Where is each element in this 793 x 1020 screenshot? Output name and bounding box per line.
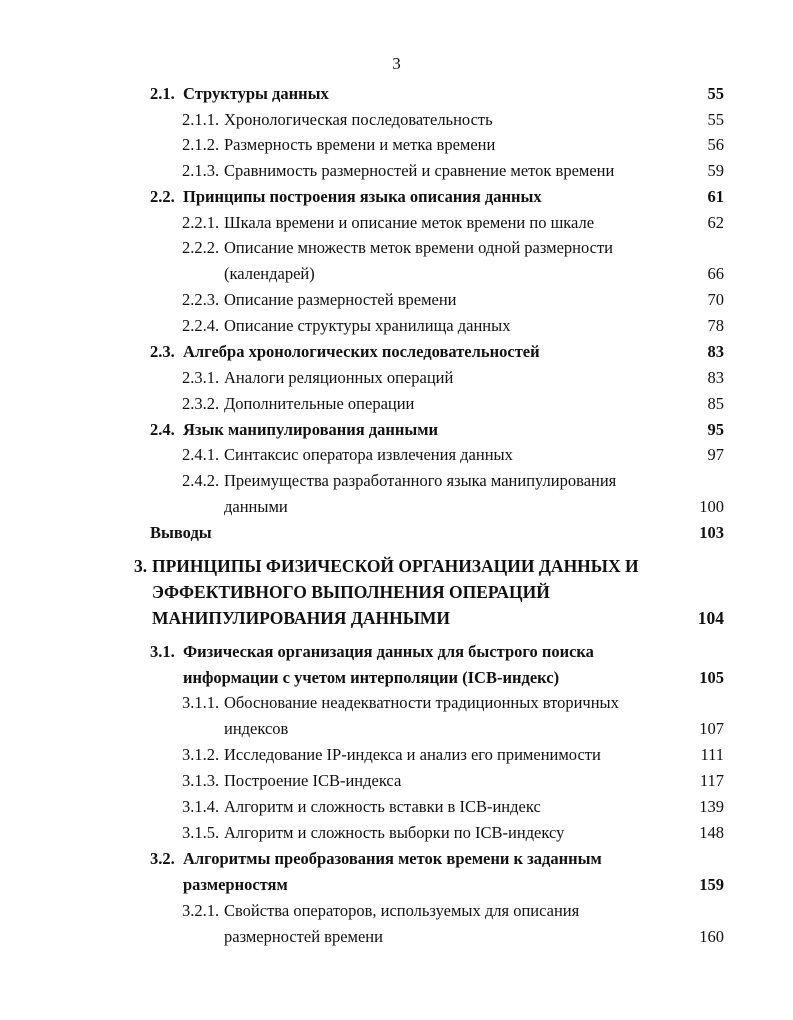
toc-entry-title-cont: размерностей времени (224, 927, 383, 946)
toc-entry-title: Размерность времени и метка времени (224, 135, 496, 154)
toc-entry-continuation (0, 667, 793, 693)
toc-entry (0, 848, 793, 874)
toc-entry-page: 104 (697, 608, 724, 628)
toc-entry-title-cont: индексов (224, 719, 289, 738)
toc-entry-title: ПРИНЦИПЫ ФИЗИЧЕСКОЙ ОРГАНИЗАЦИИ ДАННЫХ И (152, 556, 639, 576)
toc-entry-page: 83 (707, 342, 724, 361)
page-number: 3 (392, 54, 401, 73)
toc-entry-page: 160 (699, 927, 724, 946)
toc-entry-number: 3.1.2. (182, 745, 220, 764)
toc-entry (0, 315, 793, 341)
toc-entry-continuation (0, 718, 793, 744)
toc-entry (0, 237, 793, 263)
toc-entry-page: 97 (707, 445, 724, 464)
toc-entry-continuation (0, 581, 793, 607)
toc-entry-number: 2.3.2. (182, 394, 220, 413)
toc-entry (0, 900, 793, 926)
toc-entry-page: 107 (699, 719, 724, 738)
toc-entry (0, 289, 793, 315)
toc-entry-number: 2.2.1. (182, 213, 220, 232)
toc-entry-page: 78 (707, 316, 724, 335)
toc-entry-number: 3.2.1. (182, 901, 220, 920)
toc-entry-title: Описание структуры хранилища данных (224, 316, 511, 335)
toc-entry-title-cont: информации с учетом интерполяции (ICB-индекс) (183, 668, 560, 687)
toc-entry-number: 2.1.3. (182, 161, 220, 180)
toc-entry (0, 393, 793, 419)
toc-entry-page: 62 (707, 213, 724, 232)
toc-entry-page: 95 (707, 420, 724, 439)
toc-entry-number: 2.1. (150, 84, 175, 103)
toc-entry-title: Описание размерностей времени (224, 290, 457, 309)
toc-entry-title: Алгебра хронологических последовательностей (183, 342, 540, 361)
toc-entry (0, 444, 793, 470)
toc-entry-title: Аналоги реляционных операций (224, 368, 454, 387)
toc-entry-page: 117 (699, 771, 724, 790)
toc-entry-page: 100 (699, 497, 724, 516)
toc-entry-number: 2.2.3. (182, 290, 220, 309)
toc-entry (0, 134, 793, 160)
toc-entry-page: 139 (699, 797, 724, 816)
toc-entry (0, 744, 793, 770)
toc-entry-continuation (0, 607, 793, 633)
toc-entry-page: 56 (707, 135, 724, 154)
toc-entry-title-cont: размерностям (183, 875, 288, 894)
toc-entry-continuation (0, 263, 793, 289)
toc-entry (0, 770, 793, 796)
toc-entry (0, 641, 793, 667)
toc-entry-page: 55 (707, 110, 724, 129)
toc-entry-number: 2.2.4. (182, 316, 220, 335)
toc-entry-page: 70 (707, 290, 724, 309)
toc-entry-page: 103 (699, 523, 724, 542)
toc-entry-number: 3.2. (150, 849, 175, 868)
toc-entry-number: 3.1.3. (182, 771, 220, 790)
toc-entry-title: Принципы построения языка описания данных (183, 187, 542, 206)
toc-entry-page: 105 (699, 668, 724, 687)
toc-entry-number: 2.4.2. (182, 471, 220, 490)
toc-entry-number: 2.3.1. (182, 368, 220, 387)
toc-entry (0, 186, 793, 212)
toc-entry-title: Обоснование неадекватности традиционных вторичных (224, 693, 619, 712)
toc-entry-page: 59 (707, 161, 724, 180)
toc-entry-number: 2.3. (150, 342, 175, 361)
toc-entry (0, 522, 793, 548)
toc-entry-page: 85 (707, 394, 724, 413)
toc-entry-number: 2.4. (150, 420, 175, 439)
toc-entry (0, 470, 793, 496)
toc-entry-title: Алгоритм и сложность выборки по ICB-индексу (224, 823, 565, 842)
toc-entry-page: 148 (699, 823, 724, 842)
toc-entry-continuation (0, 926, 793, 952)
toc-entry-page: 159 (699, 875, 724, 894)
toc-entry (0, 109, 793, 135)
toc-entry-page: 83 (707, 368, 724, 387)
toc-entry-page: 55 (707, 84, 724, 103)
toc-entry-page: 111 (700, 745, 724, 764)
toc-entry-title: Исследование IP-индекса и анализ его применимости (224, 745, 601, 764)
toc-entry-number: 3. (134, 556, 148, 576)
toc-entry (0, 692, 793, 718)
toc-entry-title: Сравнимость размерностей и сравнение меток времени (224, 161, 615, 180)
toc-entry-title: Физическая организация данных для быстрого поиска (183, 642, 594, 661)
toc-entry-number: 2.1.2. (182, 135, 220, 154)
toc-entry-title: Шкала времени и описание меток времени по шкале (224, 213, 595, 232)
toc-entry-title: Язык манипулирования данными (183, 420, 439, 439)
toc-entry-continuation (0, 874, 793, 900)
toc-entry-title: Преимущества разработанного языка манипулирования (224, 471, 617, 490)
toc-entry (0, 796, 793, 822)
toc-entry-number: 3.1.1. (182, 693, 220, 712)
toc-entry-title: Описание множеств меток времени одной размерности (224, 238, 614, 257)
toc-entry-title-cont: данными (224, 497, 288, 516)
toc-entry (0, 160, 793, 186)
toc-entry-number: 2.2.2. (182, 238, 220, 257)
toc-entry (0, 83, 793, 109)
toc-entry-number: 3.1. (150, 642, 175, 661)
toc-entry-number: 2.2. (150, 187, 175, 206)
toc-entry-title: Выводы (150, 523, 212, 542)
toc-entry-title: Дополнительные операции (224, 394, 415, 413)
toc-entry-title: Алгоритм и сложность вставки в ICB-индекс (224, 797, 541, 816)
toc-entry-title: Свойства операторов, используемых для описания (224, 901, 580, 920)
toc-entry-title: Структуры данных (183, 84, 329, 103)
toc-entry (0, 212, 793, 238)
toc-entry-number: 2.4.1. (182, 445, 220, 464)
toc-entry-title: Построение ICB-индекса (224, 771, 402, 790)
toc-entry-number: 2.1.1. (182, 110, 220, 129)
toc-entry-page: 61 (707, 187, 724, 206)
toc-entry-title: Синтаксис оператора извлечения данных (224, 445, 513, 464)
toc-entry (0, 419, 793, 445)
toc-entry-title-cont: (календарей) (224, 264, 315, 283)
toc-entry (0, 341, 793, 367)
toc-entry (0, 822, 793, 848)
toc-entry-title-cont: МАНИПУЛИРОВАНИЯ ДАННЫМИ (152, 608, 451, 628)
toc-entry-number: 3.1.5. (182, 823, 220, 842)
toc-entry (0, 367, 793, 393)
toc-entry-continuation (0, 496, 793, 522)
toc-entry-title-cont: ЭФФЕКТИВНОГО ВЫПОЛНЕНИЯ ОПЕРАЦИЙ (152, 582, 550, 602)
toc-entry-number: 3.1.4. (182, 797, 220, 816)
toc-entry-page: 66 (707, 264, 724, 283)
toc-entry-title: Хронологическая последовательность (224, 110, 493, 129)
toc-entry-title: Алгоритмы преобразования меток времени к заданным (183, 849, 602, 868)
toc-chapter (0, 555, 793, 581)
